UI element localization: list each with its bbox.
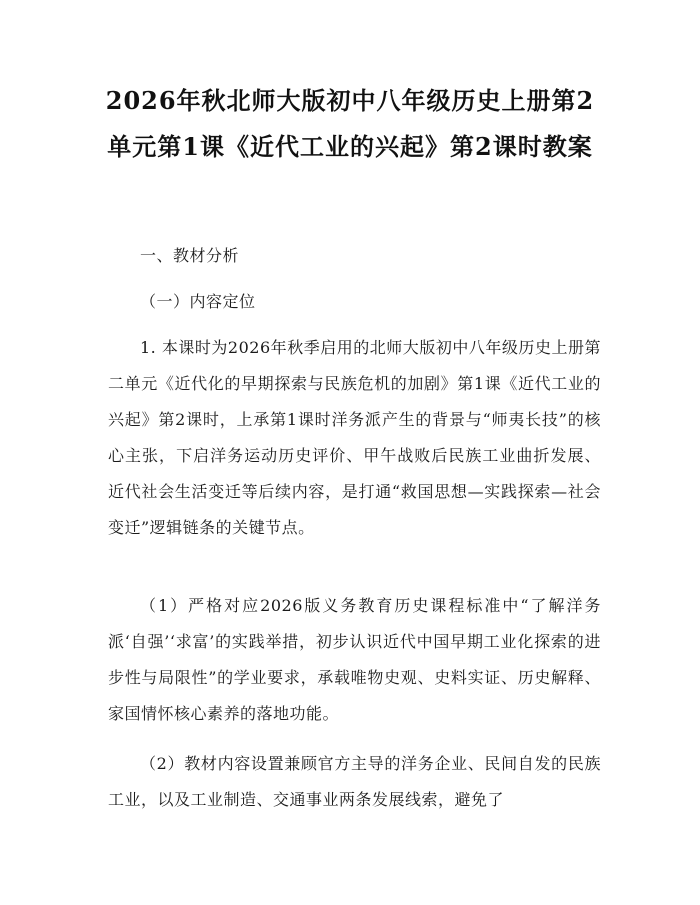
paragraph-3: （2）教材内容设置兼顾官方主导的洋务企业、民间自发的民族工业，以及工业制造、交通事业两条发展线索，避免了 xyxy=(108,754,601,809)
section-heading: 一、教材分析 xyxy=(140,246,240,265)
subsection-heading: （一）内容定位 xyxy=(140,292,256,311)
paragraph-2: （1）严格对应2026版义务教育历史课程标准中“了解洋务派‘自强’‘求富’的实践举措，初步认识近代中国早期工业化探索的进步性与局限性”的学业要求，承载唯物史观、史料实证、历史解释、家国情怀核心素养的落地功能。 xyxy=(108,596,601,723)
paragraph-1: 1. 本课时为2026年秋季启用的北师大版初中八年级历史上册第二单元《近代化的早期探索与民族危机的加剧》第1课《近代工业的兴起》第2课时，上承第1课时洋务派产生的背景与“师夷长技”的核心主张，下启洋务运动历史评价、甲午战败后民族工业曲折发展、近代社会生活变迁等后续内容，是打通“救国思想—实践探索—社会变迁”逻辑链条的关键节点。 xyxy=(108,338,601,537)
document-title: 2026年秋北师大版初中八年级历史上册第2单元第1课《近代工业的兴起》第2课时教案 xyxy=(105,86,595,161)
